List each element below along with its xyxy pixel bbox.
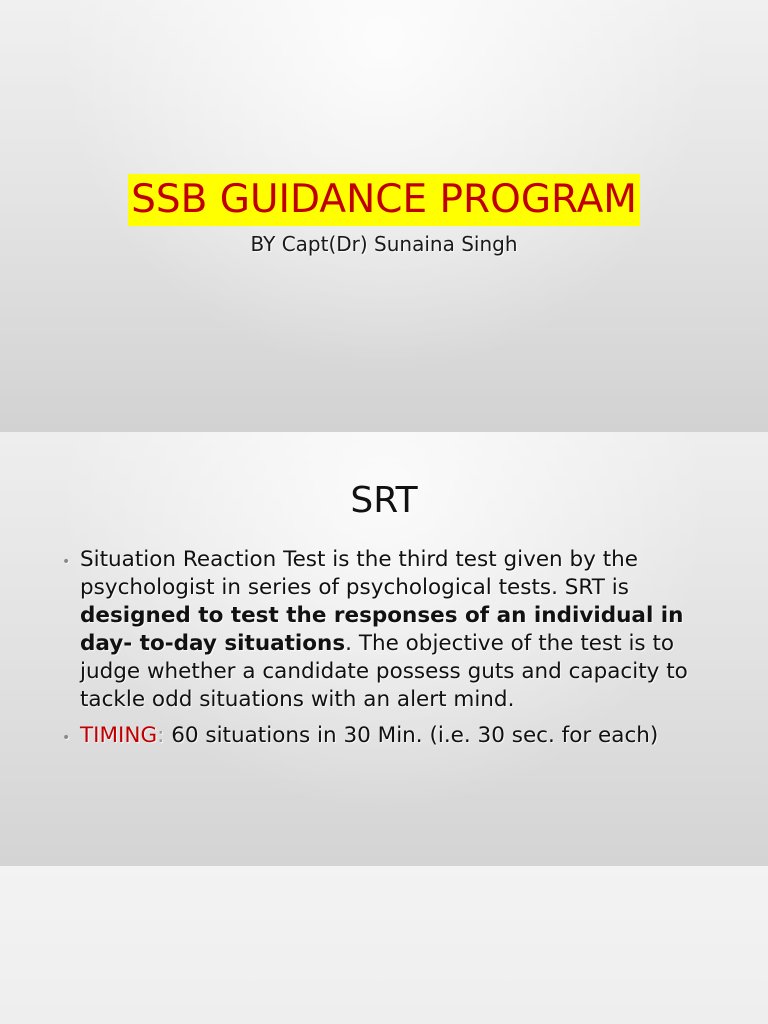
slide-srt (0, 432, 768, 866)
slide-heading: SRT (350, 480, 418, 521)
bullet-dot-icon: • (62, 730, 71, 746)
slide-title-text: SSB GUIDANCE PROGRAM (128, 174, 640, 226)
slide-title (0, 0, 768, 432)
bullet-dot-icon: • (62, 554, 71, 570)
slide-subtitle: BY Capt(Dr) Sunaina Singh (250, 232, 518, 256)
bullet-text-part: Situation Reaction Test is the third test given by the psychologist in series of psychological tests. SRT is (80, 547, 639, 600)
bullet-text-bold: designed to test the responses of an individual in day- to-day situations (80, 603, 684, 656)
bullet-list (62, 546, 712, 758)
bullet-item-timing (62, 722, 712, 750)
timing-colon: : (157, 723, 165, 748)
bullet-item-description (62, 546, 712, 714)
timing-text: 60 situations in 30 Min. (i.e. 30 sec. for each) (164, 723, 659, 748)
title-wrapper (0, 174, 768, 226)
bullet-text-part: . The objective of the test is to judge whether a candidate possess guts and capacity to tackle odd situations with an alert mind. (80, 631, 688, 712)
timing-label: TIMING (80, 723, 158, 748)
slide-next-placeholder (0, 866, 768, 1024)
